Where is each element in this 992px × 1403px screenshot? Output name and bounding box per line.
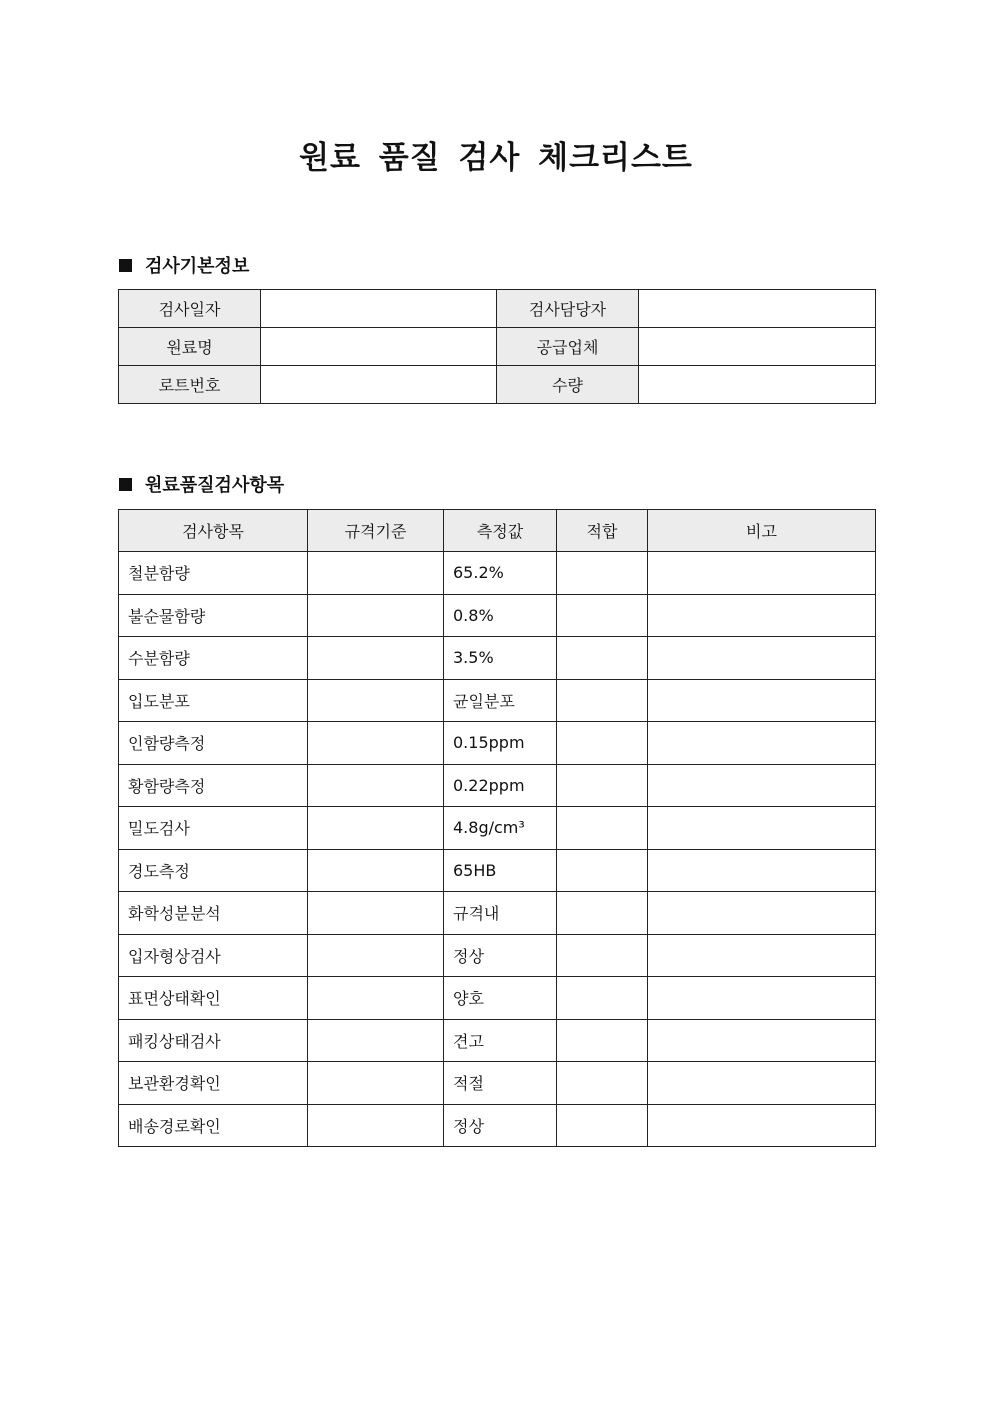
note-cell[interactable] [648, 764, 876, 807]
pass-cell[interactable] [557, 679, 648, 722]
item-name-cell: 밀도검사 [119, 807, 308, 850]
item-name-cell: 황함량측정 [119, 764, 308, 807]
square-bullet-icon [119, 478, 132, 491]
table-row [119, 679, 876, 722]
note-cell[interactable] [648, 977, 876, 1020]
measured-value-cell[interactable]: 0.8% [444, 594, 557, 637]
measured-value-cell[interactable]: 3.5% [444, 637, 557, 680]
note-cell[interactable] [648, 807, 876, 850]
table-row [119, 552, 876, 595]
table-row [119, 722, 876, 765]
item-name-cell: 철분함량 [119, 552, 308, 595]
measured-value-cell[interactable]: 양호 [444, 977, 557, 1020]
pass-cell[interactable] [557, 849, 648, 892]
item-name-cell: 수분함량 [119, 637, 308, 680]
inspection-items-table [118, 509, 876, 1147]
measured-value-cell[interactable]: 65.2% [444, 552, 557, 595]
lot-number-field[interactable] [261, 366, 497, 404]
measured-value-cell[interactable]: 적절 [444, 1062, 557, 1105]
column-header-note: 비고 [648, 510, 876, 552]
note-cell[interactable] [648, 1019, 876, 1062]
note-cell[interactable] [648, 934, 876, 977]
standard-cell[interactable] [308, 892, 444, 935]
pass-cell[interactable] [557, 722, 648, 765]
table-row [119, 328, 876, 366]
pass-cell[interactable] [557, 1104, 648, 1147]
standard-cell[interactable] [308, 934, 444, 977]
pass-cell[interactable] [557, 977, 648, 1020]
pass-cell[interactable] [557, 807, 648, 850]
measured-value-cell[interactable]: 정상 [444, 1104, 557, 1147]
item-name-cell: 표면상태확인 [119, 977, 308, 1020]
measured-value-cell[interactable]: 4.8g/cm³ [444, 807, 557, 850]
table-row [119, 892, 876, 935]
measured-value-cell[interactable]: 정상 [444, 934, 557, 977]
measured-value-cell[interactable]: 0.15ppm [444, 722, 557, 765]
item-name-cell: 배송경로확인 [119, 1104, 308, 1147]
pass-cell[interactable] [557, 1019, 648, 1062]
note-cell[interactable] [648, 637, 876, 680]
standard-cell[interactable] [308, 679, 444, 722]
standard-cell[interactable] [308, 849, 444, 892]
pass-cell[interactable] [557, 594, 648, 637]
standard-cell[interactable] [308, 977, 444, 1020]
table-row [119, 934, 876, 977]
basic-info-table [118, 289, 876, 404]
note-cell[interactable] [648, 849, 876, 892]
note-cell[interactable] [648, 892, 876, 935]
table-row [119, 977, 876, 1020]
pass-cell[interactable] [557, 934, 648, 977]
standard-cell[interactable] [308, 1019, 444, 1062]
item-name-cell: 화학성분분석 [119, 892, 308, 935]
measured-value-cell[interactable]: 균일분포 [444, 679, 557, 722]
label-inspector: 검사담당자 [497, 290, 639, 328]
column-header-item: 검사항목 [119, 510, 308, 552]
table-row [119, 849, 876, 892]
quantity-field[interactable] [639, 366, 876, 404]
pass-cell[interactable] [557, 764, 648, 807]
inspector-field[interactable] [639, 290, 876, 328]
column-header-standard: 규격기준 [308, 510, 444, 552]
table-row [119, 1019, 876, 1062]
inspection-date-field[interactable] [261, 290, 497, 328]
note-cell[interactable] [648, 594, 876, 637]
standard-cell[interactable] [308, 552, 444, 595]
table-row [119, 637, 876, 680]
table-row [119, 764, 876, 807]
item-name-cell: 입도분포 [119, 679, 308, 722]
pass-cell[interactable] [557, 637, 648, 680]
document-title: 원료 품질 검사 체크리스트 [299, 140, 693, 176]
item-name-cell: 보관환경확인 [119, 1062, 308, 1105]
standard-cell[interactable] [308, 637, 444, 680]
label-material-name: 원료명 [119, 328, 261, 366]
label-supplier: 공급업체 [497, 328, 639, 366]
note-cell[interactable] [648, 1062, 876, 1105]
standard-cell[interactable] [308, 594, 444, 637]
table-row [119, 594, 876, 637]
pass-cell[interactable] [557, 892, 648, 935]
material-name-field[interactable] [261, 328, 497, 366]
item-name-cell: 불순물함량 [119, 594, 308, 637]
item-name-cell: 인함량측정 [119, 722, 308, 765]
label-inspection-date: 검사일자 [119, 290, 261, 328]
label-quantity: 수량 [497, 366, 639, 404]
item-name-cell: 입자형상검사 [119, 934, 308, 977]
table-row [119, 1104, 876, 1147]
measured-value-cell[interactable]: 65HB [444, 849, 557, 892]
note-cell[interactable] [648, 679, 876, 722]
table-row [119, 366, 876, 404]
standard-cell[interactable] [308, 1104, 444, 1147]
section-heading-label: 검사기본정보 [145, 256, 250, 277]
square-bullet-icon [119, 259, 132, 272]
table-header-row [119, 510, 876, 552]
inspection-items-body [119, 552, 876, 1147]
table-row [119, 1062, 876, 1105]
section-heading-inspection-items [119, 471, 284, 497]
standard-cell[interactable] [308, 764, 444, 807]
note-cell[interactable] [648, 722, 876, 765]
note-cell[interactable] [648, 552, 876, 595]
item-name-cell: 패킹상태검사 [119, 1019, 308, 1062]
measured-value-cell[interactable]: 0.22ppm [444, 764, 557, 807]
supplier-field[interactable] [639, 328, 876, 366]
measured-value-cell[interactable]: 견고 [444, 1019, 557, 1062]
table-row [119, 807, 876, 850]
section-heading-label: 원료품질검사항목 [145, 475, 285, 496]
pass-cell[interactable] [557, 1062, 648, 1105]
pass-cell[interactable] [557, 552, 648, 595]
label-lot-number: 로트번호 [119, 366, 261, 404]
measured-value-cell[interactable]: 규격내 [444, 892, 557, 935]
column-header-pass: 적합 [557, 510, 648, 552]
standard-cell[interactable] [308, 807, 444, 850]
standard-cell[interactable] [308, 1062, 444, 1105]
section-heading-basic-info [119, 252, 249, 278]
note-cell[interactable] [648, 1104, 876, 1147]
standard-cell[interactable] [308, 722, 444, 765]
table-row [119, 290, 876, 328]
item-name-cell: 경도측정 [119, 849, 308, 892]
column-header-value: 측정값 [444, 510, 557, 552]
